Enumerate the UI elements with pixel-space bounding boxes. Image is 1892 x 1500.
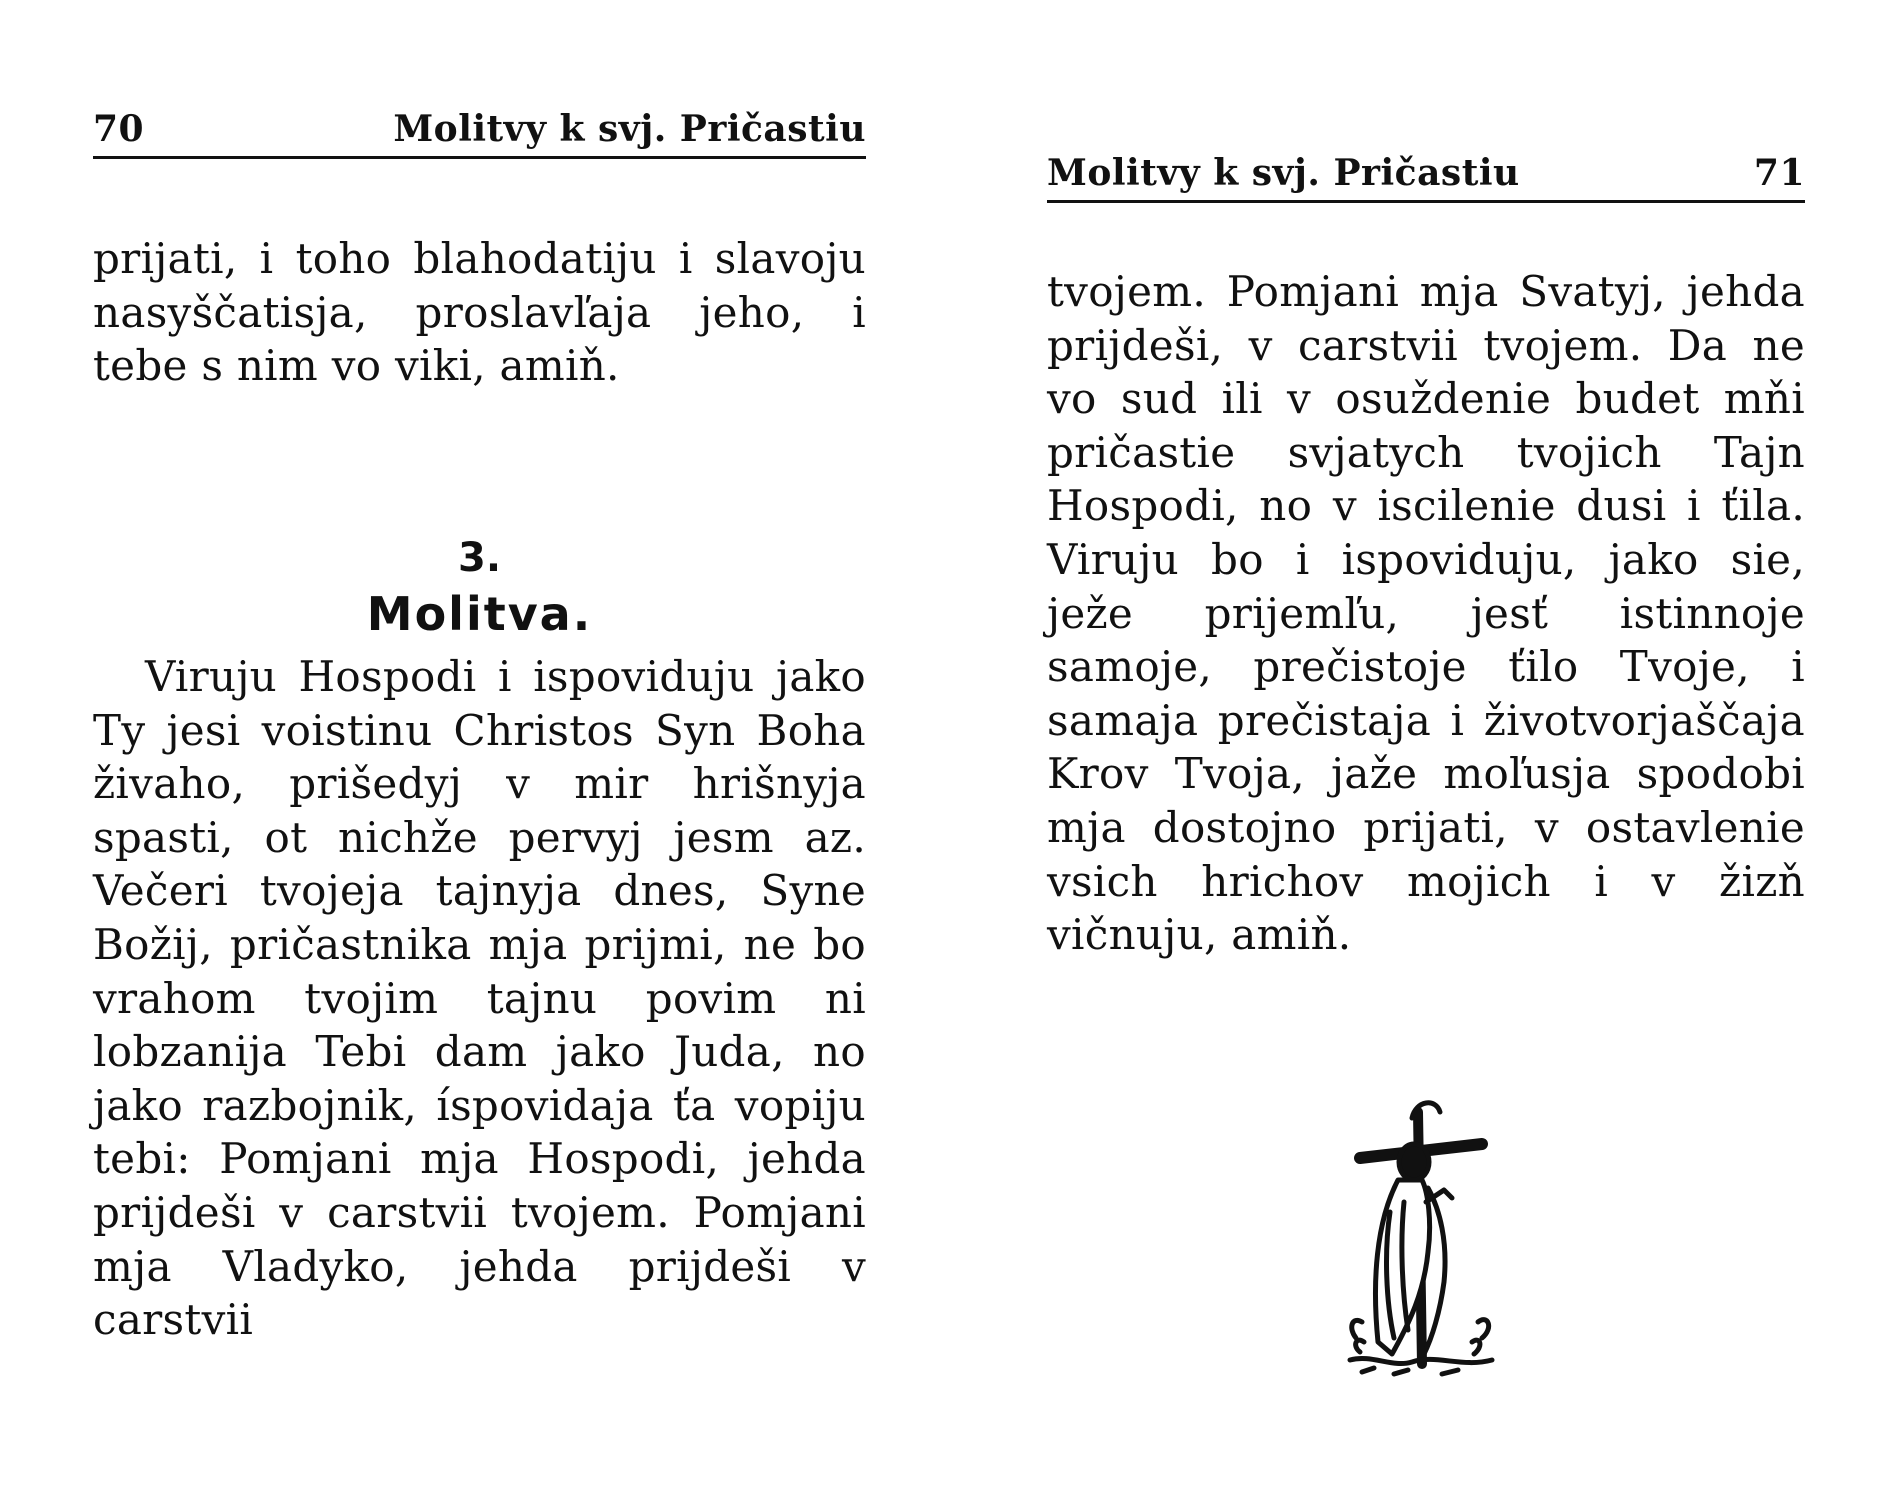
right-page-number: 71 [1753, 152, 1805, 194]
right-running-title: Molitvy k svj. Pričastiu [1047, 152, 1520, 194]
continuation-paragraph: prijati, i toho blahodatiju i slavoju nasyščatisja, proslavľaja jeho, i tebe s nim vo viki, amiň. [93, 234, 866, 391]
right-body-text [1047, 265, 1805, 962]
left-continuation-text [93, 232, 866, 393]
left-page-number: 70 [93, 108, 145, 150]
left-running-title: Molitvy k svj. Pričastiu [393, 108, 866, 150]
saint-with-cross-icon [1332, 1092, 1512, 1382]
prayer-text-block [93, 650, 866, 1347]
section-number: 3. [457, 535, 502, 581]
right-running-head [1047, 152, 1805, 203]
right-paragraph: tvojem. Pomjani mja Svatyj, jehda prijdeši, v carstvii tvojem. Da ne vo sud ili v osuždenie budet mňi pričastie svjatych tvojich Tajn Hospodi, no v iscilenie dusi i ťila. Viruju bo i ispoviduju, jako sie, ježe prijemľu, jesť istinnoje samoje, prečistoje ťilo Tvoje, i samaja prečistaja i životvorjaščaja Krov Tvoja, jaže moľusja spodobi mja dostojno prijati, v ostavlenie vsich hrichov mojich i v žizň vičnuju, amiň. [1047, 267, 1805, 960]
left-running-head [93, 108, 866, 159]
prayer-paragraph: Viruju Hospodi i ispoviduju jako Ty jesi voistinu Christos Syn Boha živaho, prišedyj v mir hrišnyja spasti, ot nichže pervyj jesm az. Večeri tvojeja tajnyja dnes, Syne Božij, pričastnika mja prijmi, ne bo vrahom tvojim tajnu povim ni lobzanija Tebi dam jako Juda, no jako razbojnik, íspovidaja ťa vopiju tebi: Pomjani mja Hospodi, jehda prijdeši v carstvii tvojem. Pomjani mja Vladyko, jehda prijdeši v carstvii [93, 652, 866, 1345]
section-title: Molitva. [366, 587, 593, 641]
